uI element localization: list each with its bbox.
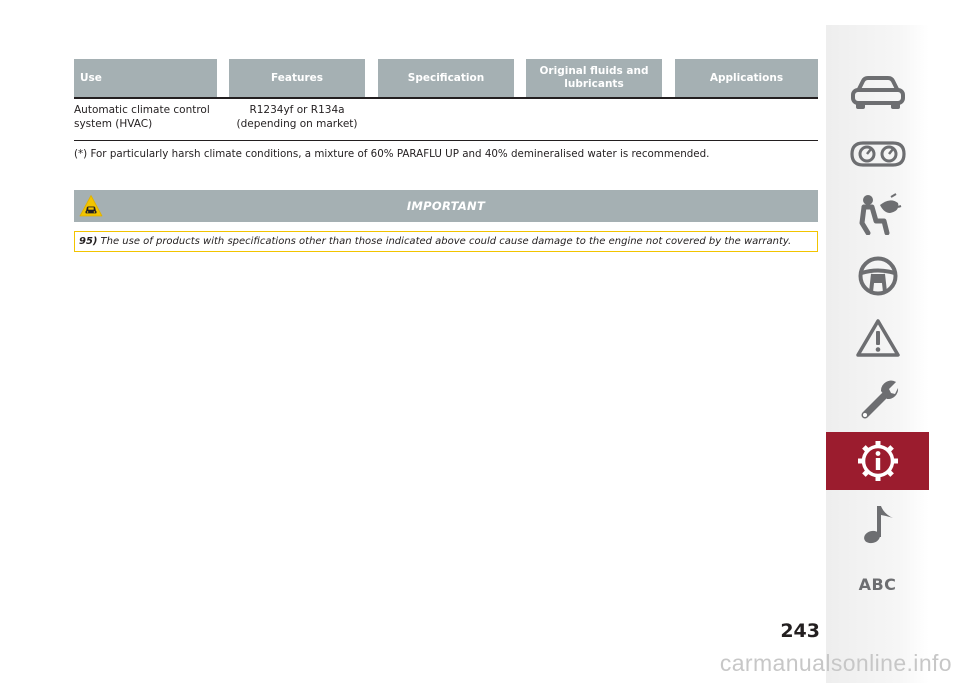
chapter-sidebar	[826, 25, 929, 683]
header-specification: Specification	[378, 59, 514, 97]
cell-features: R1234yf or R134a (depending on market)	[236, 104, 358, 130]
airbag-passenger-icon	[854, 193, 902, 235]
car-icon	[850, 74, 906, 110]
sidebar-item-multimedia[interactable]	[826, 495, 929, 553]
important-title: IMPORTANT	[406, 199, 486, 213]
important-note	[74, 231, 818, 252]
sidebar-item-emergency[interactable]	[826, 309, 929, 367]
table-row	[74, 97, 818, 139]
table-header-row	[74, 59, 818, 97]
sidebar-item-index[interactable]	[826, 555, 929, 613]
sidebar-item-driving[interactable]	[826, 247, 929, 305]
header-features: Features	[229, 59, 365, 97]
music-note-icon	[860, 502, 896, 546]
table-footnote: (*) For particularly harsh climate conditions, a mixture of 60% PARAFLU UP and 40% demineralised water is recommended.	[74, 148, 710, 160]
sidebar-item-maintenance[interactable]	[826, 371, 929, 429]
wrench-icon	[856, 378, 900, 422]
page-number: 243	[780, 620, 820, 642]
table-bottom-divider	[74, 140, 818, 141]
header-applications: Applications	[675, 59, 818, 97]
header-original-fluids: Original fluids and lubricants	[526, 59, 662, 97]
watermark-text: carmanualsonline.info	[719, 650, 952, 676]
warning-triangle-icon	[855, 318, 901, 358]
important-header	[74, 190, 818, 222]
note-number: 95)	[79, 236, 98, 247]
sidebar-item-safety[interactable]	[826, 185, 929, 243]
cell-use: Automatic climate control system (HVAC)	[74, 104, 210, 130]
index-label: ABC	[858, 574, 897, 594]
sidebar-item-dashboard[interactable]	[826, 125, 929, 183]
sidebar-item-technical-data[interactable]	[826, 432, 929, 490]
dashboard-gauges-icon	[850, 138, 906, 170]
specifications-table	[74, 59, 818, 139]
sidebar-item-car[interactable]	[826, 63, 929, 121]
header-use: Use	[74, 59, 217, 97]
steering-wheel-icon	[857, 255, 899, 297]
gear-info-icon	[856, 439, 900, 483]
note-text: The use of products with specifications other than those indicated above could cause damage to the engine not covered by the warranty.	[100, 236, 792, 247]
